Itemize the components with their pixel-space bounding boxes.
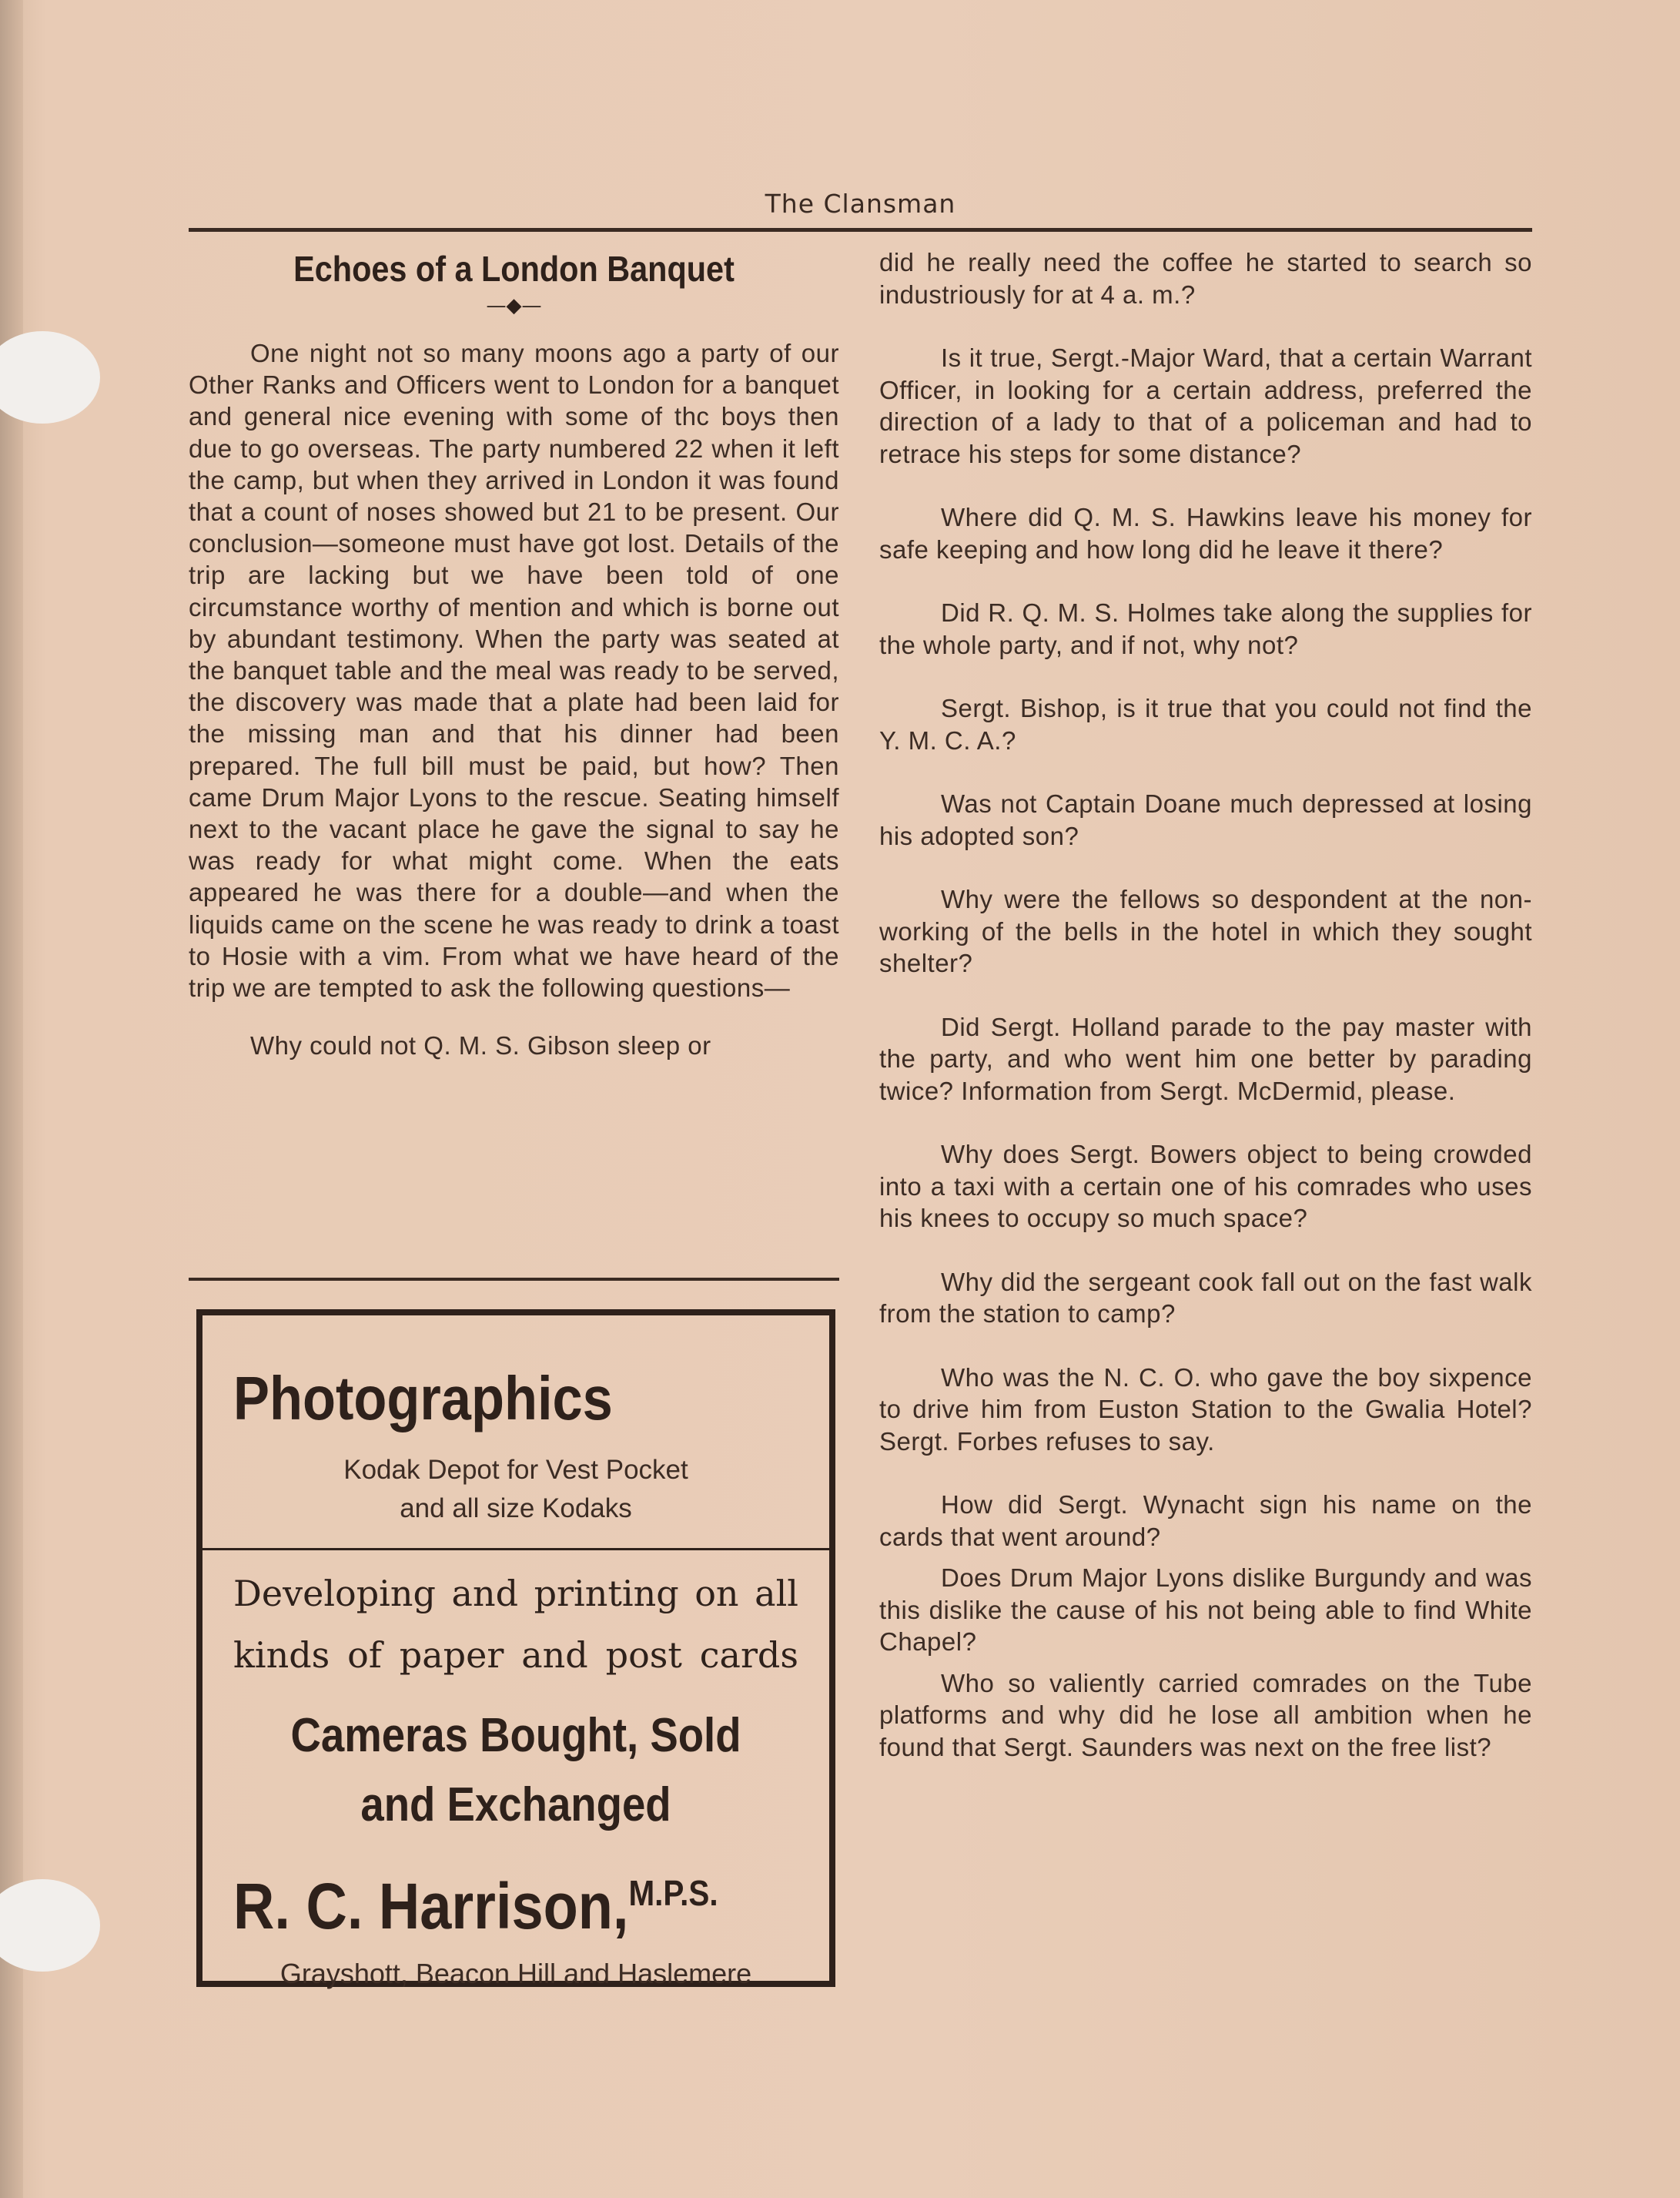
ad-developing-line: Developing and printing on all — [233, 1573, 798, 1614]
ad-developing-line: kinds of paper and post cards — [233, 1634, 798, 1676]
article-paragraph: Why could not Q. M. S. Gibson sleep or — [250, 1031, 711, 1060]
title-ornament: —◆— — [486, 294, 542, 317]
binding-edge — [0, 0, 23, 2198]
question-paragraph: Who was the N. C. O. who gave the boy sixpence to drive him from Euston Station to the Gwalia Hotel? Sergt. Forbes refuses to say. — [879, 1362, 1532, 1456]
running-head: The Clansman — [765, 189, 956, 219]
question-paragraph: Why does Sergt. Bowers object to being crowded into a taxi with a certain one of his comrades who uses his knees to occupy so much space? — [879, 1140, 1532, 1232]
question-paragraph: Was not Captain Doane much depressed at losing his adopted son? — [879, 789, 1532, 850]
question-paragraph: Did R. Q. M. S. Holmes take along the supplies for the whole party, and if not, why not? — [879, 598, 1532, 659]
ad-credentials: M.P.S. — [628, 1873, 718, 1913]
column-rule — [189, 1278, 839, 1281]
question-paragraph: Sergt. Bishop, is it true that you could not find the Y. M. C. A.? — [879, 694, 1532, 755]
article-paragraph: One night not so many moons ago a party of our Other Ranks and Officers went to London for a banquet and general nice evening with some of thc boys then due to go overseas. The party numbered 22 when it left the camp, but when they arrived in London it was found that a count of noses showed but 21 to be present. Our conclusion—someone must have got lost. Details of the trip are lacking but we have been told of one circumstance worthy of mention and which is borne out by abundant testimony. When the party was seated at the banquet table and the meal was ready to be served, the discovery was made that a plate had been laid for the missing man and that his dinner had been prepared. The full bill must be paid, but how? Then came Drum Major Lyons to the rescue. Seating himself next to the vacant place he gave the signal to say he was ready for what might come. When the eats appeared he was there for a double—and when the liquids came on the scene he was ready to drink a toast to Hosie with a vim. From what we have heard of the trip we are tempted to ask the following questions— — [189, 339, 839, 1003]
right-column — [879, 246, 1532, 1772]
header-rule — [189, 228, 1532, 232]
ad-locations: Grayshott, Beacon Hill and Haslemere — [279, 1958, 752, 1989]
question-paragraph: Why were the fellows so despondent at the non-working of the bells in the hotel in which they sought shelter? — [879, 885, 1532, 977]
article-title: Echoes of a London Banquet — [293, 249, 735, 289]
question-paragraph: Why did the sergeant cook fall out on the fast walk from the station to camp? — [879, 1267, 1532, 1328]
photographics-advertisement — [196, 1309, 835, 1987]
ad-cameras-text: Cameras Bought, Sold — [290, 1709, 741, 1762]
ad-cameras-text: and Exchanged — [360, 1778, 671, 1831]
left-column — [189, 246, 839, 1061]
question-paragraph: did he really need the coffee he started to search so industriously for at 4 a. m.? — [879, 248, 1532, 309]
ad-title: Photographics — [233, 1364, 613, 1432]
question-paragraph: Who so valiently carried comrades on the Tube platforms and why did he lose all ambition when he found that Sergt. Saunders was next on the free list? — [879, 1668, 1532, 1761]
question-paragraph: Did Sergt. Holland parade to the pay master with the party, and who went him one better by parading twice? Information from Sergt. McDermid, please. — [879, 1012, 1532, 1105]
question-paragraph: How did Sergt. Wynacht sign his name on the cards that went around? — [879, 1490, 1532, 1551]
ad-kodak-line: Kodak Depot for Vest Pocket — [343, 1455, 688, 1485]
ad-kodak-line: and all size Kodaks — [400, 1493, 632, 1523]
question-paragraph: Is it true, Sergt.-Major Ward, that a certain Warrant Officer, in looking for a certain address, preferred the direction of a lady to that of a policeman and had to retrace his steps for some distance? — [879, 343, 1532, 468]
question-paragraph: Where did Q. M. S. Hawkins leave his money for safe keeping and how long did he leave it there? — [879, 503, 1532, 564]
ad-cameras-line — [267, 1701, 765, 1840]
question-paragraph: Does Drum Major Lyons dislike Burgundy and was this dislike the cause of his not being able to find White Chapel? — [879, 1563, 1532, 1656]
ad-proprietor — [233, 1869, 731, 1944]
ad-divider — [202, 1548, 829, 1550]
ad-proprietor-name: R. C. Harrison, — [233, 1870, 629, 1942]
